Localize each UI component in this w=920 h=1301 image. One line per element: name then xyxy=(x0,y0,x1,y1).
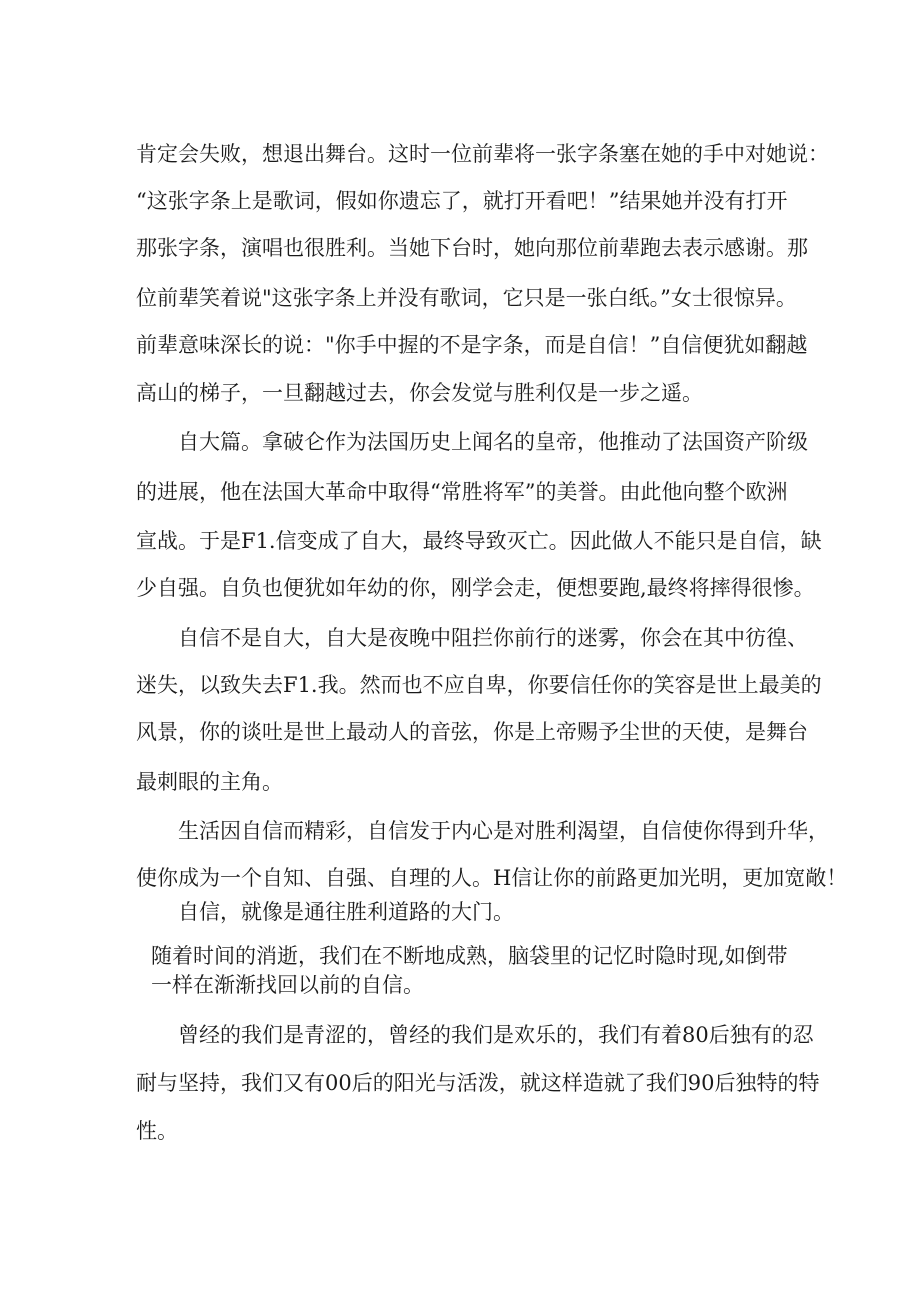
text-line: 曾经的我们是青涩的，曾经的我们是欢乐的，我们有着80后独有的忍 xyxy=(178,1023,814,1047)
text-line: 少自强。自负也便犹如年幼的你，刚学会走，便想要跑,最终将摔得很惨。 xyxy=(136,576,815,600)
text-line: 风景，你的谈吐是世上最动人的音弦，你是上帝赐予尘世的天使，是舞台 xyxy=(136,720,808,744)
text-line: 那张字条，演唱也很胜利。当她下台时，她向那位前辈跑去表示感谢。那 xyxy=(136,236,808,260)
text-line: “这张字条上是歌词，假如你遗忘了，就打开看吧！”结果她并没有打开 xyxy=(136,189,788,213)
text-line: 前辈意味深长的说："你手中握的不是字条，而是自信！”自信便犹如翻越 xyxy=(136,333,808,357)
text-line: 随着时间的消逝，我们在不断地成熟，脑袋里的记忆时隐时现,如倒带 xyxy=(151,944,788,968)
text-line: 自信，就像是通往胜利道路的大门。 xyxy=(178,900,514,924)
text-line: 位前辈笑着说"这张字条上并没有歌词，它只是一张白纸。”女士很惊异。 xyxy=(136,286,797,310)
text-line: 肯定会失败，想退出舞台。这时一位前辈将一张字条塞在她的手中对她说： xyxy=(136,142,829,166)
text-line: 宣战。于是F1.信变成了自大，最终导致灭亡。因此做人不能只是自信，缺 xyxy=(136,529,822,553)
text-line: 一样在渐渐找回以前的自信。 xyxy=(151,973,424,997)
text-line: 自信不是自大，自大是夜晚中阻拦你前行的迷雾，你会在其中彷徨、 xyxy=(178,626,808,650)
text-line: 生活因自信而精彩，自信发于内心是对胜利渴望，自信使你得到升华， xyxy=(178,819,829,843)
text-line: 的进展，他在法国大革命中取得“常胜将军”的美誉。由此他向整个欧洲 xyxy=(136,480,788,504)
text-line: 使你成为一个自知、自强、自理的人。H信让你的前路更加光明，更加宽敞！ xyxy=(136,866,848,890)
text-line: 高山的梯子，一旦翻越过去，你会发觉与胜利仅是一步之遥。 xyxy=(136,381,703,405)
text-line: 性。 xyxy=(136,1119,178,1143)
text-line: 耐与坚持，我们又有00后的阳光与活泼，就这样造就了我们90后独特的特 xyxy=(136,1071,820,1095)
text-line: 迷失，以致失去F1.我。然而也不应自卑，你要信任你的笑容是世上最美的 xyxy=(136,673,822,697)
text-line: 自大篇。拿破仑作为法国历史上闻名的皇帝，他推动了法国资产阶级 xyxy=(178,430,808,454)
text-line: 最刺眼的主角。 xyxy=(136,770,283,794)
